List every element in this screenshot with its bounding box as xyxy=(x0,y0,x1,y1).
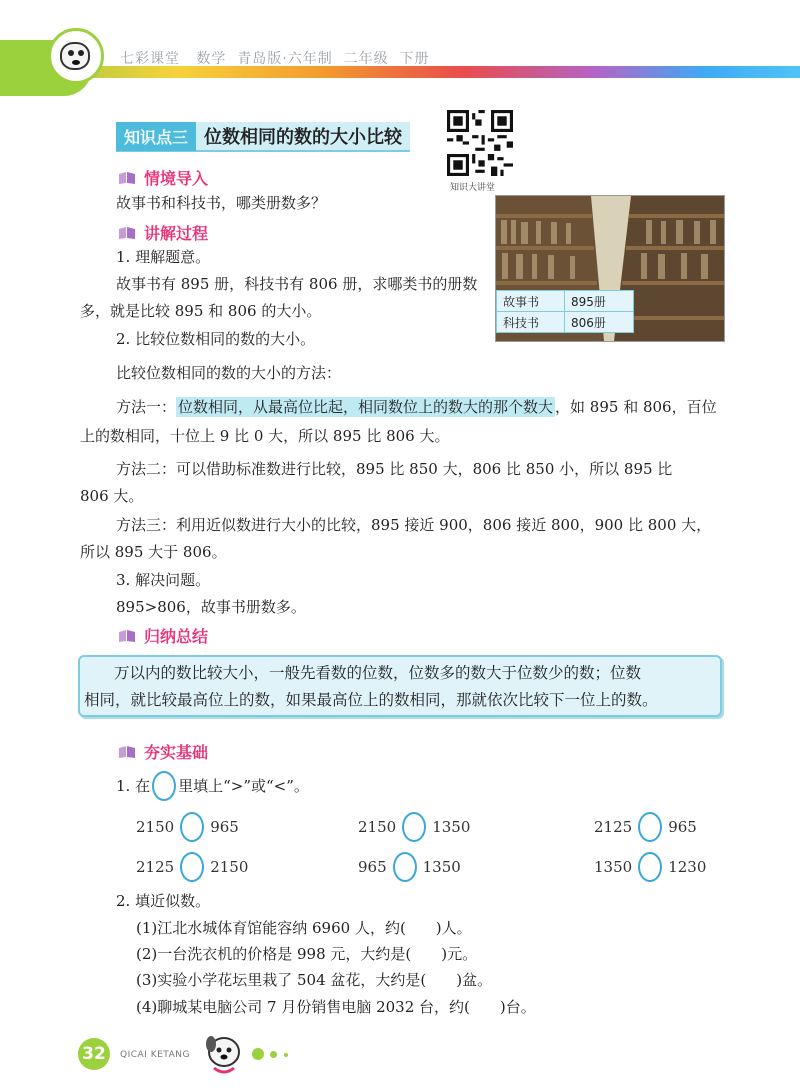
method-1-label: 方法一： xyxy=(116,398,177,416)
section-heading-summary xyxy=(118,624,208,647)
comparison-item xyxy=(136,852,248,882)
page-number: 32 xyxy=(78,1038,110,1070)
grade: 二年级 xyxy=(343,51,389,67)
section-heading-intro xyxy=(118,166,208,189)
method-2-line-a: 方法二：可以借助标准数进行比较，895 比 850 大，806 比 850 小，所以 895 比 xyxy=(116,460,673,478)
answer: 895>806，故事书册数多。 xyxy=(116,598,306,616)
question-1-prefix: 1. 在 xyxy=(116,776,151,795)
knowledge-point-title: 位数相同的数的大小比较 xyxy=(204,127,403,148)
answer-circle[interactable] xyxy=(402,812,426,842)
answer-circle[interactable] xyxy=(180,812,204,842)
comparison-left: 1350 xyxy=(594,858,633,876)
table-cell: 科技书 xyxy=(497,312,565,333)
question-2-item: (1)江北水城体育馆能容纳 6960 人，约( )人。 xyxy=(136,919,472,937)
step-1: 1. 理解题意。 xyxy=(116,248,211,266)
book-icon xyxy=(118,226,136,240)
method-2-line-b: 806 大。 xyxy=(80,487,144,505)
step-3: 3. 解决问题。 xyxy=(116,571,211,589)
summary-line-b: 相同，就比较最高位上的数，如果最高位上的数相同，那就依次比较下一位上的数。 xyxy=(84,691,658,709)
question-2-item: (2)一台洗衣机的价格是 998 元，大约是( )元。 xyxy=(136,945,478,963)
comparison-left: 2125 xyxy=(594,818,633,836)
comparison-item xyxy=(358,852,461,882)
comparison-item xyxy=(594,852,706,882)
method-1-line-a xyxy=(116,396,717,419)
explain-heading-text: 讲解过程 xyxy=(144,224,209,243)
method-3-line-a: 方法三：利用近似数进行大小的比较，895 接近 900，806 接近 800，900 比 800 大， xyxy=(116,516,712,534)
question-1-suffix: 里填上“>”或“<”。 xyxy=(178,776,309,795)
intro-heading-text: 情境导入 xyxy=(144,169,209,188)
question-2: 2. 填近似数。 xyxy=(116,892,211,910)
table-row xyxy=(497,291,634,312)
answer-circle[interactable] xyxy=(638,812,662,842)
method-1-line-b: 上的数相同，十位上 9 比 0 大，所以 895 比 806 大。 xyxy=(80,427,450,445)
comparison-item xyxy=(136,812,239,842)
comparison-left: 965 xyxy=(358,858,387,876)
subject: 数学 xyxy=(196,51,227,67)
question-1 xyxy=(116,771,309,801)
method-intro: 比较位数相同的数的大小的方法： xyxy=(116,364,342,382)
book-icon xyxy=(118,171,136,185)
mascot-face xyxy=(60,42,90,70)
decor-dot xyxy=(270,1051,277,1058)
book-icon xyxy=(118,629,136,643)
summary-heading-text: 归纳总结 xyxy=(144,627,209,646)
table-cell: 806册 xyxy=(565,312,634,333)
edition: 青岛版·六年制 xyxy=(237,51,333,67)
method-1-highlight: 位数相同，从最高位比起，相同数位上的数大的那个数大 xyxy=(178,398,554,416)
table-row xyxy=(497,312,634,333)
answer-circle-sample xyxy=(152,771,176,801)
series-name: 七彩课堂 xyxy=(120,51,180,67)
comparison-right: 1350 xyxy=(422,858,461,876)
mascot-eye xyxy=(78,50,84,56)
decor-dot xyxy=(252,1048,264,1060)
book-count-table xyxy=(496,290,634,333)
qr-label: 知识大讲堂 xyxy=(450,183,496,193)
footer-brand: QICAI KETANG xyxy=(120,1050,190,1060)
comparison-item xyxy=(594,812,697,842)
question-2-item: (3)实验小学花坛里栽了 504 盆花，大约是( )盆。 xyxy=(136,971,493,989)
table-cell: 895册 xyxy=(565,291,634,312)
table-cell: 故事书 xyxy=(497,291,565,312)
header-title xyxy=(120,48,430,68)
summary-line-a: 万以内的数比较大小，一般先看数的位数，位数多的数大于位数少的数；位数 xyxy=(114,664,642,682)
answer-circle[interactable] xyxy=(638,852,662,882)
qr-code-icon[interactable] xyxy=(447,110,513,176)
step-1-text-b: 多，就是比较 895 和 806 的大小。 xyxy=(80,302,322,320)
knowledge-point-banner xyxy=(116,122,410,152)
knowledge-point-tag: 知识点三 xyxy=(116,122,196,151)
answer-circle[interactable] xyxy=(393,852,417,882)
comparison-left: 2125 xyxy=(136,858,175,876)
mascot-footer-icon xyxy=(200,1030,248,1078)
method-1-rest: ，如 895 和 806，百位 xyxy=(555,398,717,416)
method-3-line-b: 所以 895 大于 806。 xyxy=(80,543,227,561)
mascot-nose xyxy=(72,60,80,65)
comparison-left: 2150 xyxy=(136,818,175,836)
step-2: 2. 比较位数相同的数的大小。 xyxy=(116,330,316,348)
mascot-eye xyxy=(68,50,74,56)
comparison-right: 1350 xyxy=(432,818,471,836)
book-icon xyxy=(118,745,136,759)
section-heading-explain xyxy=(118,221,208,244)
decor-dot xyxy=(284,1053,288,1057)
comparison-left: 2150 xyxy=(358,818,397,836)
comparison-right: 965 xyxy=(210,818,239,836)
section-heading-practice xyxy=(118,740,208,763)
summary-text xyxy=(84,660,718,714)
practice-heading-text: 夯实基础 xyxy=(144,743,209,762)
intro-question: 故事书和科技书，哪类册数多？ xyxy=(116,194,327,212)
volume: 下册 xyxy=(399,51,430,67)
comparison-right: 2150 xyxy=(210,858,249,876)
comparison-right: 1230 xyxy=(668,858,707,876)
comparison-right: 965 xyxy=(668,818,697,836)
comparison-item xyxy=(358,812,470,842)
question-2-item: (4)聊城某电脑公司 7 月份销售电脑 2032 台，约( )台。 xyxy=(136,998,536,1016)
answer-circle[interactable] xyxy=(180,852,204,882)
step-1-text-a: 故事书有 895 册，科技书有 806 册，求哪类书的册数 xyxy=(116,275,478,293)
